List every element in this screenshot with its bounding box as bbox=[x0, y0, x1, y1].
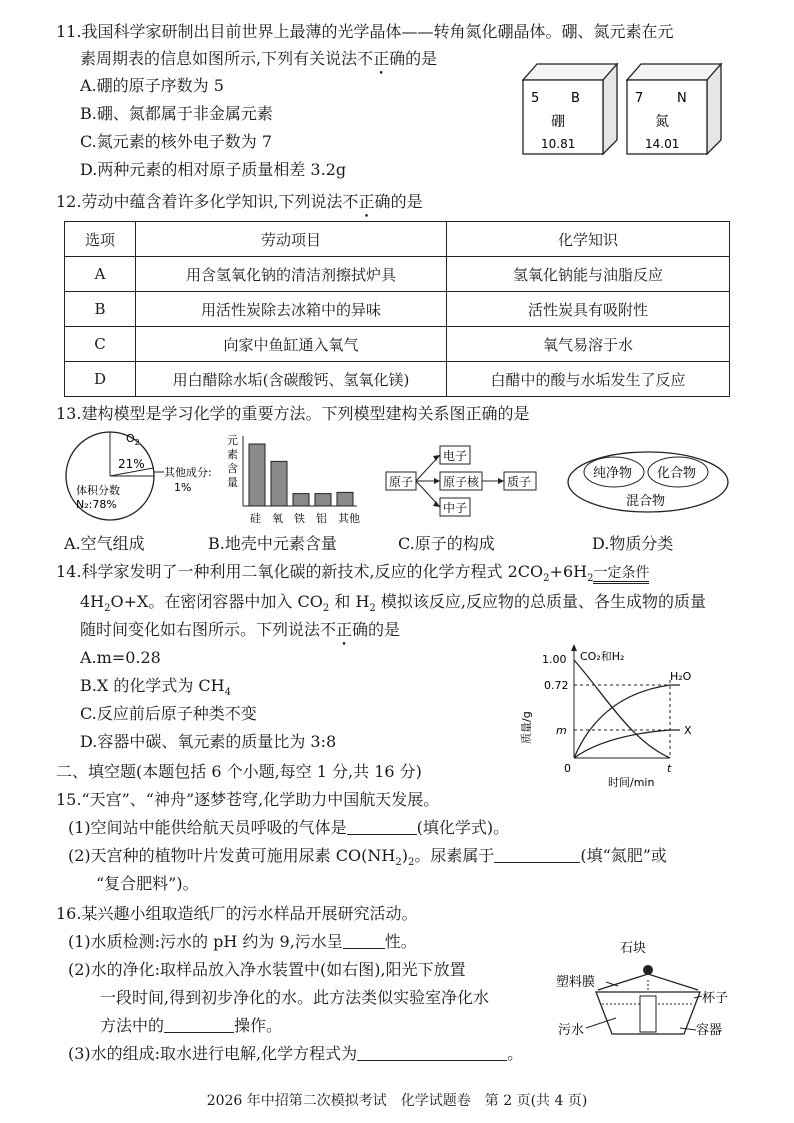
pie-o2-pct: 21% bbox=[118, 457, 145, 471]
bar-label-group bbox=[250, 511, 360, 525]
film-label: 塑料膜 bbox=[556, 975, 596, 990]
mixture-label: 混合物 bbox=[626, 494, 666, 509]
q11-option-a: A.硼的原子序数为 5 bbox=[80, 76, 224, 95]
nitrogen-name: 氮 bbox=[655, 114, 669, 130]
atom-label: 原子 bbox=[389, 475, 414, 489]
bar-0 bbox=[249, 444, 265, 506]
q11-stem-line2: 素周期表的信息如图所示,下列有关说法不正确的是 bbox=[80, 49, 438, 68]
bar-ylabel-2: 素 bbox=[227, 448, 238, 461]
q13-option-c: C.原子的构成 bbox=[398, 534, 495, 553]
bar-2 bbox=[293, 494, 309, 506]
q15-part2: (2)天宫种的植物叶片发黄可施用尿素 $CO(NH_2)_2$。尿素属于 (填“氮肥”或 bbox=[68, 846, 667, 869]
bar-1 bbox=[271, 461, 287, 506]
crust-bar-figure bbox=[225, 432, 365, 530]
bar-label-4: 其他 bbox=[338, 512, 360, 525]
table-header-row bbox=[65, 222, 730, 257]
bar-4 bbox=[337, 492, 353, 506]
answer-blank[interactable] bbox=[164, 1017, 234, 1033]
pie-n2-label: N₂:78% bbox=[76, 498, 117, 511]
table-row: D 用白醋除水垢(含碳酸钙、氢氧化镁) 白醋中的酸与水垢发生了反应 bbox=[65, 362, 730, 397]
page-footer: 2026 年中招第二次模拟考试 化学试题卷 第 2 页(共 4 页) bbox=[206, 1093, 588, 1109]
table-row: C 向家中鱼缸通入氧气 氧气易溶于水 bbox=[65, 327, 730, 362]
q12-table bbox=[64, 221, 730, 397]
compound-label: 化合物 bbox=[657, 466, 697, 481]
q11-stem-line1: 11.我国科学家研制出目前世界上最薄的光学晶体——转角氮化硼晶体。硼、氮元素在元 bbox=[56, 22, 674, 41]
boron-mass: 10.81 bbox=[541, 137, 576, 151]
atom-structure-figure bbox=[384, 440, 544, 520]
x-tick-t: t bbox=[667, 762, 672, 775]
q13-stem: 13.建构模型是学习化学的重要方法。下列模型建构关系图正确的是 bbox=[56, 404, 530, 423]
q14-stem-line3: 随时间变化如右图所示。下列说法不正确的是 bbox=[80, 620, 401, 639]
bar-label-2: 铁 bbox=[294, 512, 305, 525]
bar-ylabel-1: 元 bbox=[227, 434, 238, 447]
q14-option-a: A.m=0.28 bbox=[80, 648, 161, 667]
q13-option-b: B.地壳中元素含量 bbox=[208, 534, 337, 553]
neutron-label: 中子 bbox=[443, 501, 468, 515]
pie-o2-label: $O_2$ bbox=[126, 432, 140, 447]
boron-number: 5 bbox=[531, 91, 540, 106]
stone-icon bbox=[643, 965, 653, 975]
boron-symbol: B bbox=[571, 91, 580, 106]
section-title: 二、填空题(本题包括 6 个小题,每空 1 分,共 16 分) bbox=[56, 762, 422, 781]
q14-stem-line2: $4H_2O+X$。在密闭容器中加入 $CO_2$ 和 $H_2$ 模拟该反应,反应物的总质量、各生成物的质量 bbox=[80, 592, 706, 615]
water-curve bbox=[574, 685, 680, 758]
nitrogen-symbol: N bbox=[677, 91, 687, 106]
reactant-label: CO₂和H₂ bbox=[580, 650, 625, 663]
water-purifier-figure bbox=[556, 938, 736, 1042]
q16-part1: (1)水质检测:污水的 pH 约为 9,污水呈 性。 bbox=[68, 932, 417, 951]
origin-label: 0 bbox=[564, 762, 571, 775]
q16-stem: 16.某兴趣小组取造纸厂的污水样品开展研究活动。 bbox=[56, 904, 418, 923]
mass-time-graph bbox=[520, 640, 720, 790]
nucleus-label: 原子核 bbox=[443, 475, 480, 489]
table-header: 劳动项目 bbox=[136, 222, 447, 257]
q14-stem-line1: 14.科学家发明了一种利用二氧化碳的新技术,反应的化学方程式 $2CO_2+6H_2$一定条件 bbox=[56, 562, 650, 585]
answer-blank[interactable] bbox=[343, 933, 385, 949]
q13-option-d: D.物质分类 bbox=[592, 534, 674, 553]
sewage-label: 污水 bbox=[558, 1023, 585, 1038]
container-label: 容器 bbox=[696, 1023, 723, 1038]
reaction-condition: 一定条件 bbox=[593, 565, 649, 584]
reactant-curve bbox=[574, 660, 670, 758]
q11-option-d: D.两种元素的相对原子质量相差 3.2g bbox=[80, 160, 347, 179]
element-cards-figure bbox=[515, 58, 730, 160]
matter-classification-figure bbox=[566, 448, 730, 520]
proton-label: 质子 bbox=[507, 475, 532, 489]
x-curve bbox=[574, 730, 680, 758]
pie-others-label: 其他成分: bbox=[164, 466, 212, 479]
y-tick-m: m bbox=[556, 724, 567, 737]
x-axis-label: 时间/min bbox=[608, 776, 655, 789]
q14-option-b: B.X 的化学式为 $CH_4$ bbox=[80, 676, 231, 699]
x-series-label: X bbox=[684, 724, 692, 737]
boron-name: 硼 bbox=[551, 114, 565, 130]
pie-vol-label: 体积分数 bbox=[76, 484, 120, 497]
pie-others-pct: 1% bbox=[174, 481, 192, 494]
y-tick-072: 0.72 bbox=[544, 679, 569, 692]
q11-option-b: B.硼、氮都属于非金属元素 bbox=[80, 104, 273, 123]
bar-label-3: 铝 bbox=[316, 512, 327, 525]
emphasis-text: 不正确 bbox=[320, 620, 369, 639]
q16-part3: (3)水的组成:取水进行电解,化学方程式为 。 bbox=[68, 1044, 524, 1063]
table-header: 选项 bbox=[65, 222, 136, 257]
cup-shape bbox=[640, 996, 656, 1032]
q16-part2: (2)水的净化:取样品放入净水装置中(如右图),阳光下放置 bbox=[68, 960, 466, 979]
table-row: A 用含氢氧化钠的清洁剂擦拭炉具 氢氧化钠能与油脂反应 bbox=[65, 257, 730, 292]
water-label: H₂O bbox=[670, 670, 692, 683]
nitrogen-number: 7 bbox=[635, 91, 644, 106]
nitrogen-mass: 14.01 bbox=[645, 137, 680, 151]
emphasis-text: 不正确 bbox=[357, 49, 406, 68]
q12-stem: 12.劳动中蕴含着许多化学知识,下列说法不正确的是 bbox=[56, 192, 423, 211]
electron-label: 电子 bbox=[443, 449, 468, 463]
answer-blank[interactable] bbox=[347, 819, 417, 835]
y-axis-label: 质量/g bbox=[520, 711, 533, 744]
q13-option-a: A.空气组成 bbox=[64, 534, 145, 553]
bar-ylabel-3: 含 bbox=[227, 462, 238, 475]
q15-stem: 15.“天宫”、“神舟”逐梦苍穹,化学助力中国航天发展。 bbox=[56, 790, 440, 809]
bar-label-1: 氧 bbox=[272, 512, 283, 525]
q16-part2-cont2: 方法中的 操作。 bbox=[100, 1016, 283, 1035]
bar-ylabel-4: 量 bbox=[227, 476, 238, 489]
table-header: 化学知识 bbox=[447, 222, 730, 257]
cup-label: 杯子 bbox=[702, 991, 729, 1006]
bar-3 bbox=[315, 494, 331, 506]
stone-label: 石块 bbox=[620, 941, 647, 956]
q15-part1: (1)空间站中能供给航天员呼吸的气体是 (填化学式)。 bbox=[68, 818, 510, 837]
bar-group bbox=[249, 444, 353, 506]
q14-option-d: D.容器中碳、氧元素的质量比为 3:8 bbox=[80, 732, 337, 751]
q15-part2-cont: “复合肥料”)。 bbox=[96, 874, 199, 893]
pure-substance-label: 纯净物 bbox=[593, 466, 633, 481]
emphasis-text: 不正确 bbox=[342, 192, 391, 211]
q14-option-c: C.反应前后原子种类不变 bbox=[80, 704, 257, 723]
y-tick-1: 1.00 bbox=[542, 653, 567, 666]
q16-part2-cont1: 一段时间,得到初步净化的水。此方法类似实验室净化水 bbox=[100, 988, 490, 1007]
answer-blank[interactable] bbox=[494, 847, 580, 863]
answer-blank[interactable] bbox=[357, 1045, 507, 1061]
air-pie-figure bbox=[60, 428, 225, 530]
table-row: B 用活性炭除去冰箱中的异味 活性炭具有吸附性 bbox=[65, 292, 730, 327]
q11-option-c: C.氮元素的核外电子数为 7 bbox=[80, 132, 273, 151]
bar-label-0: 硅 bbox=[250, 512, 261, 525]
